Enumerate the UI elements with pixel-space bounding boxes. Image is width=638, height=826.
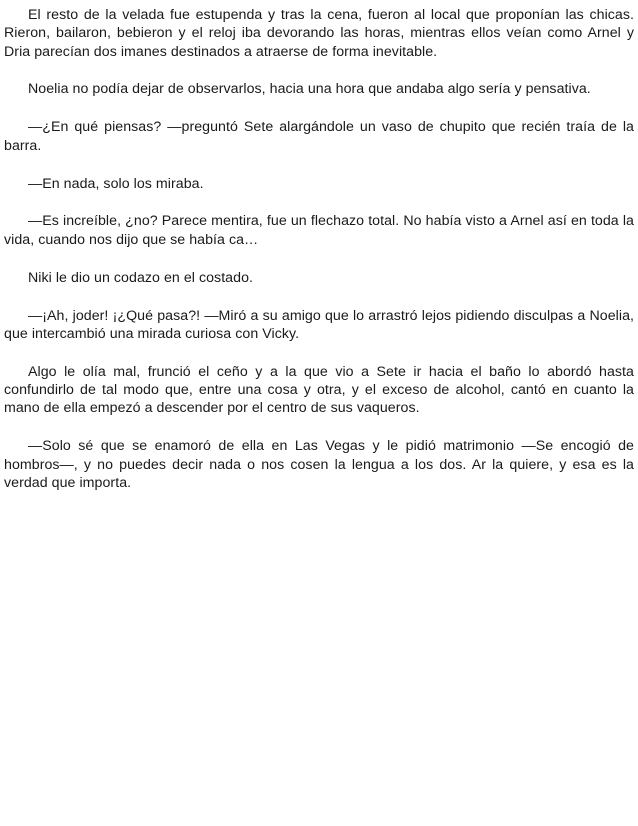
paragraph-1: El resto de la velada fue estupenda y tras la cena, fueron al local que proponían las chicas. Rieron, bailaron, bebieron y el reloj iba devorando las horas, mientras ellos veían como Arnel y Dria parecían dos imanes destinados a atraerse de forma inevitable. [4,7,634,60]
paragraph-2: Noelia no podía dejar de observarlos, hacia una hora que andaba algo sería y pensativa. [28,81,591,98]
document-page [4,6,634,512]
paragraph-3: —¿En qué piensas? —preguntó Sete alargándole un vaso de chupito que recién traía de la barra. [4,119,634,154]
paragraph-9: —Solo sé que se enamoró de ella en Las Vegas y le pidió matrimonio —Se encogió de hombros—, y no puedes decir nada o nos cosen la lengua a los dos. Ar la quiere, y esa es la verdad que importa. [4,438,634,491]
paragraph-6: Niki le dio un codazo en el costado. [28,269,253,286]
paragraph-5: —Es increíble, ¿no? Parece mentira, fue un flechazo total. No había visto a Arnel así en toda la vida, cuando nos dijo que se había ca… [4,213,634,248]
paragraph-4: —En nada, solo los miraba. [28,175,204,192]
paragraph-8: Algo le olía mal, frunció el ceño y a la que vio a Sete ir hacia el baño lo abordó hasta confundirlo de tal modo que, entre una cosa y otra, y el exceso de alcohol, cantó en cuanto la mano de ella empezó a descender por el centro de sus vaqueros. [4,363,634,417]
paragraph-7: —¡Ah, joder! ¡¿Qué pasa?! —Miró a su amigo que lo arrastró lejos pidiendo disculpas a Noelia, que intercambió una mirada curiosa con Vicky. [4,307,634,342]
